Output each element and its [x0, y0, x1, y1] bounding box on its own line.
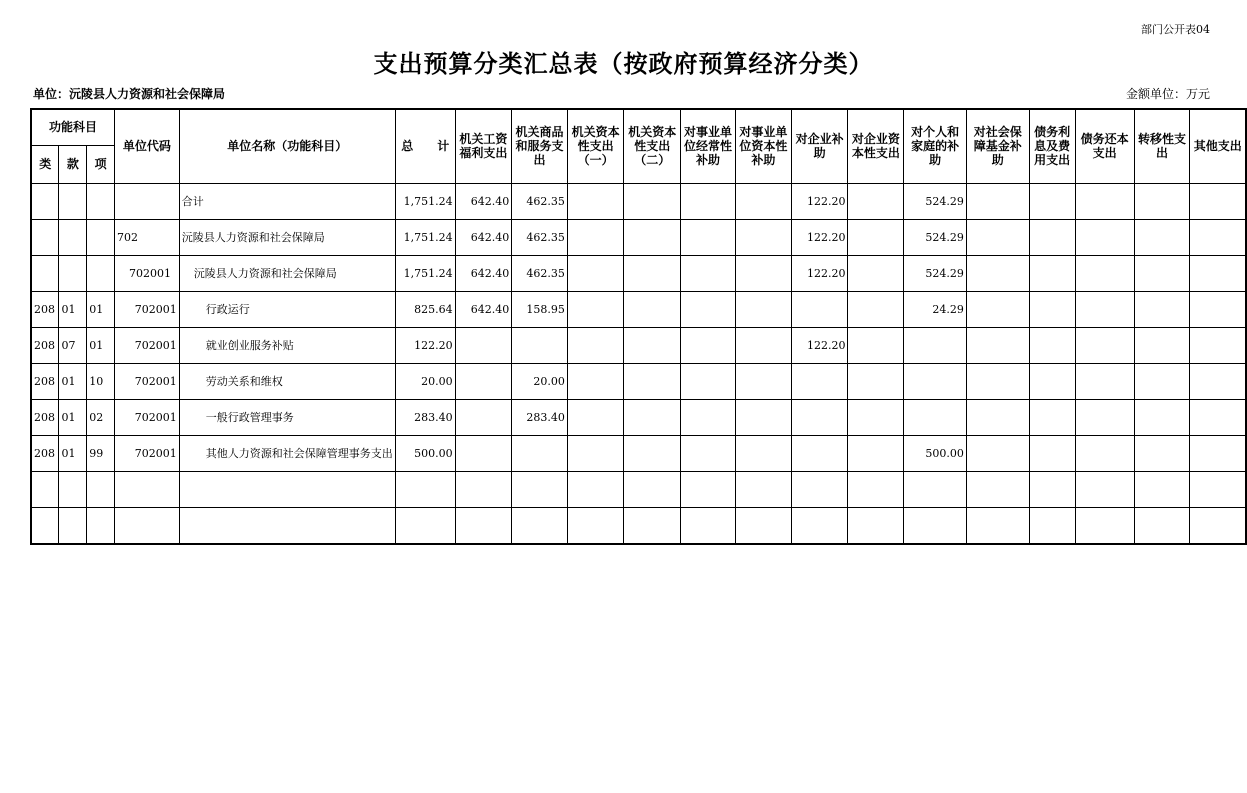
cell-c7	[791, 291, 848, 327]
cell-name: 行政运行	[179, 291, 395, 327]
cell-lei	[31, 255, 59, 291]
cell-c10	[966, 327, 1029, 363]
cell-c7	[791, 471, 848, 507]
table-row	[31, 327, 1246, 363]
cell-c1: 642.40	[455, 219, 512, 255]
cell-name: 就业创业服务补贴	[179, 327, 395, 363]
cell-name: 劳动关系和维权	[179, 363, 395, 399]
header-unit-name: 单位名称（功能科目）	[179, 109, 395, 183]
cell-c2	[512, 507, 568, 544]
cell-c9	[904, 507, 966, 544]
cell-c12	[1075, 507, 1134, 544]
cell-c4	[624, 471, 681, 507]
cell-c11	[1029, 399, 1075, 435]
header-c4: 机关资本性支出（二）	[624, 109, 681, 183]
header-c9: 对个人和家庭的补助	[904, 109, 966, 183]
cell-c11	[1029, 255, 1075, 291]
cell-c2	[512, 327, 568, 363]
cell-c12	[1075, 327, 1134, 363]
cell-code: 702	[114, 219, 179, 255]
cell-c2: 462.35	[512, 219, 568, 255]
cell-name	[179, 471, 395, 507]
cell-c14	[1190, 291, 1246, 327]
cell-c11	[1029, 291, 1075, 327]
cell-c3	[567, 183, 624, 219]
cell-c8	[848, 507, 904, 544]
cell-c14	[1190, 255, 1246, 291]
cell-c2	[512, 471, 568, 507]
cell-kuan: 01	[59, 399, 87, 435]
cell-lei	[31, 219, 59, 255]
header-c2: 机关商品和服务支出	[512, 109, 568, 183]
cell-code	[114, 183, 179, 219]
cell-c5	[681, 471, 736, 507]
header-c7: 对企业补助	[791, 109, 848, 183]
cell-xiang	[87, 507, 115, 544]
cell-c3	[567, 363, 624, 399]
cell-c5	[681, 327, 736, 363]
cell-c14	[1190, 363, 1246, 399]
cell-c6	[735, 291, 791, 327]
cell-c5	[681, 183, 736, 219]
cell-c1	[455, 399, 512, 435]
cell-lei: 208	[31, 399, 59, 435]
cell-c4	[624, 183, 681, 219]
header-c11: 债务利息及费用支出	[1029, 109, 1075, 183]
cell-code: 702001	[114, 399, 179, 435]
cell-xiang: 10	[87, 363, 115, 399]
header-c5: 对事业单位经常性补助	[681, 109, 736, 183]
cell-total: 1,751.24	[395, 183, 455, 219]
header-xiang: 项	[87, 145, 115, 183]
cell-c13	[1134, 471, 1190, 507]
cell-c7: 122.20	[791, 183, 848, 219]
cell-c2: 158.95	[512, 291, 568, 327]
cell-c2: 462.35	[512, 255, 568, 291]
cell-c4	[624, 507, 681, 544]
cell-xiang	[87, 183, 115, 219]
cell-kuan	[59, 471, 87, 507]
table-number-label: 部门公开表04	[1141, 23, 1210, 36]
cell-c7: 122.20	[791, 327, 848, 363]
cell-c14	[1190, 399, 1246, 435]
cell-c11	[1029, 507, 1075, 544]
header-total: 总 计	[395, 109, 455, 183]
cell-c12	[1075, 255, 1134, 291]
header-kuan: 款	[59, 145, 87, 183]
cell-code: 702001	[114, 255, 179, 291]
cell-name: 一般行政管理事务	[179, 399, 395, 435]
cell-c11	[1029, 435, 1075, 471]
header-c13: 转移性支出	[1134, 109, 1190, 183]
cell-c8	[848, 399, 904, 435]
header-func-subject: 功能科目	[31, 109, 114, 145]
cell-lei	[31, 507, 59, 544]
cell-c6	[735, 399, 791, 435]
header-unit-code: 单位代码	[114, 109, 179, 183]
cell-c11	[1029, 219, 1075, 255]
cell-c3	[567, 435, 624, 471]
cell-c2	[512, 435, 568, 471]
cell-c12	[1075, 471, 1134, 507]
cell-total	[395, 507, 455, 544]
cell-code	[114, 507, 179, 544]
cell-c9	[904, 327, 966, 363]
cell-c7	[791, 399, 848, 435]
cell-c9: 524.29	[904, 183, 966, 219]
cell-c4	[624, 219, 681, 255]
cell-xiang: 01	[87, 327, 115, 363]
cell-c9	[904, 399, 966, 435]
cell-c13	[1134, 255, 1190, 291]
cell-c4	[624, 363, 681, 399]
cell-lei: 208	[31, 327, 59, 363]
cell-c11	[1029, 327, 1075, 363]
cell-c7: 122.20	[791, 219, 848, 255]
cell-c13	[1134, 435, 1190, 471]
cell-c8	[848, 327, 904, 363]
cell-c6	[735, 219, 791, 255]
cell-c6	[735, 183, 791, 219]
cell-total: 122.20	[395, 327, 455, 363]
cell-c6	[735, 255, 791, 291]
cell-c8	[848, 255, 904, 291]
table-row	[31, 291, 1246, 327]
cell-c5	[681, 435, 736, 471]
cell-total: 283.40	[395, 399, 455, 435]
cell-c1: 642.40	[455, 291, 512, 327]
cell-c13	[1134, 291, 1190, 327]
header-c8: 对企业资本性支出	[848, 109, 904, 183]
cell-c9: 500.00	[904, 435, 966, 471]
page-title: 支出预算分类汇总表（按政府预算经济分类）	[373, 50, 874, 78]
cell-c4	[624, 399, 681, 435]
cell-c13	[1134, 363, 1190, 399]
cell-c12	[1075, 363, 1134, 399]
cell-c11	[1029, 471, 1075, 507]
cell-c7	[791, 435, 848, 471]
cell-c6	[735, 363, 791, 399]
cell-c5	[681, 291, 736, 327]
cell-c1: 642.40	[455, 255, 512, 291]
cell-c5	[681, 255, 736, 291]
cell-xiang: 01	[87, 291, 115, 327]
cell-c5	[681, 363, 736, 399]
cell-c9	[904, 363, 966, 399]
cell-code: 702001	[114, 435, 179, 471]
currency-unit: 金额单位：万元	[1125, 87, 1210, 101]
header-c14: 其他支出	[1190, 109, 1246, 183]
cell-kuan	[59, 255, 87, 291]
table-row	[31, 399, 1246, 435]
table-row	[31, 219, 1246, 255]
cell-total	[395, 471, 455, 507]
cell-kuan: 01	[59, 291, 87, 327]
reporting-unit: 单位：沅陵县人力资源和社会保障局	[33, 87, 226, 101]
cell-kuan: 01	[59, 435, 87, 471]
cell-code: 702001	[114, 327, 179, 363]
header-lei: 类	[31, 145, 59, 183]
cell-c6	[735, 471, 791, 507]
cell-c8	[848, 219, 904, 255]
cell-c13	[1134, 507, 1190, 544]
cell-c7	[791, 507, 848, 544]
cell-c12	[1075, 399, 1134, 435]
cell-c3	[567, 219, 624, 255]
cell-c1	[455, 327, 512, 363]
cell-xiang	[87, 255, 115, 291]
cell-c13	[1134, 399, 1190, 435]
cell-c2: 462.35	[512, 183, 568, 219]
table-row	[31, 507, 1246, 544]
cell-total: 500.00	[395, 435, 455, 471]
cell-lei	[31, 183, 59, 219]
cell-c3	[567, 507, 624, 544]
cell-c10	[966, 219, 1029, 255]
cell-code: 702001	[114, 291, 179, 327]
cell-c4	[624, 291, 681, 327]
cell-c10	[966, 183, 1029, 219]
cell-c6	[735, 435, 791, 471]
cell-c2: 283.40	[512, 399, 568, 435]
cell-kuan: 07	[59, 327, 87, 363]
table-row	[31, 183, 1246, 219]
cell-c3	[567, 291, 624, 327]
cell-kuan: 01	[59, 363, 87, 399]
cell-c7: 122.20	[791, 255, 848, 291]
cell-c10	[966, 255, 1029, 291]
cell-c5	[681, 219, 736, 255]
cell-c10	[966, 507, 1029, 544]
cell-c8	[848, 183, 904, 219]
cell-c10	[966, 435, 1029, 471]
cell-c10	[966, 291, 1029, 327]
cell-c5	[681, 399, 736, 435]
cell-xiang: 99	[87, 435, 115, 471]
cell-c1	[455, 435, 512, 471]
cell-c12	[1075, 435, 1134, 471]
cell-lei: 208	[31, 363, 59, 399]
cell-total: 1,751.24	[395, 255, 455, 291]
cell-c12	[1075, 219, 1134, 255]
cell-c1: 642.40	[455, 183, 512, 219]
cell-c1	[455, 363, 512, 399]
cell-c7	[791, 363, 848, 399]
cell-total: 1,751.24	[395, 219, 455, 255]
header-c10: 对社会保障基金补助	[966, 109, 1029, 183]
cell-lei: 208	[31, 291, 59, 327]
cell-c9	[904, 471, 966, 507]
cell-c10	[966, 363, 1029, 399]
cell-code	[114, 471, 179, 507]
cell-c4	[624, 255, 681, 291]
cell-name: 合计	[179, 183, 395, 219]
cell-c14	[1190, 327, 1246, 363]
cell-c6	[735, 507, 791, 544]
cell-c9: 24.29	[904, 291, 966, 327]
cell-total: 825.64	[395, 291, 455, 327]
cell-name: 沅陵县人力资源和社会保障局	[179, 255, 395, 291]
table-row	[31, 471, 1246, 507]
cell-c14	[1190, 219, 1246, 255]
cell-kuan	[59, 183, 87, 219]
table-row	[31, 363, 1246, 399]
cell-c13	[1134, 219, 1190, 255]
cell-xiang	[87, 219, 115, 255]
header-c6: 对事业单位资本性补助	[735, 109, 791, 183]
cell-code: 702001	[114, 363, 179, 399]
cell-c11	[1029, 363, 1075, 399]
cell-c13	[1134, 183, 1190, 219]
cell-name: 沅陵县人力资源和社会保障局	[179, 219, 395, 255]
cell-c8	[848, 435, 904, 471]
cell-lei	[31, 471, 59, 507]
cell-c14	[1190, 183, 1246, 219]
budget-table	[30, 108, 1247, 545]
cell-c14	[1190, 471, 1246, 507]
cell-c8	[848, 363, 904, 399]
cell-kuan	[59, 507, 87, 544]
cell-c14	[1190, 435, 1246, 471]
cell-name: 其他人力资源和社会保障管理事务支出	[179, 435, 395, 471]
cell-c10	[966, 399, 1029, 435]
header-c1: 机关工资福利支出	[455, 109, 512, 183]
cell-c13	[1134, 327, 1190, 363]
cell-c5	[681, 507, 736, 544]
cell-c10	[966, 471, 1029, 507]
cell-c3	[567, 255, 624, 291]
table-row	[31, 255, 1246, 291]
cell-c4	[624, 435, 681, 471]
cell-c3	[567, 471, 624, 507]
header-c12: 债务还本支出	[1075, 109, 1134, 183]
cell-c14	[1190, 507, 1246, 544]
cell-c1	[455, 471, 512, 507]
table-row	[31, 435, 1246, 471]
cell-xiang: 02	[87, 399, 115, 435]
cell-c9: 524.29	[904, 255, 966, 291]
header-c3: 机关资本性支出（一）	[567, 109, 624, 183]
cell-xiang	[87, 471, 115, 507]
cell-c3	[567, 327, 624, 363]
cell-c12	[1075, 183, 1134, 219]
cell-c2: 20.00	[512, 363, 568, 399]
cell-total: 20.00	[395, 363, 455, 399]
cell-kuan	[59, 219, 87, 255]
cell-c3	[567, 399, 624, 435]
cell-c8	[848, 291, 904, 327]
cell-c9: 524.29	[904, 219, 966, 255]
cell-name	[179, 507, 395, 544]
cell-c8	[848, 471, 904, 507]
cell-lei: 208	[31, 435, 59, 471]
cell-c1	[455, 507, 512, 544]
cell-c12	[1075, 291, 1134, 327]
cell-c4	[624, 327, 681, 363]
cell-c6	[735, 327, 791, 363]
cell-c11	[1029, 183, 1075, 219]
